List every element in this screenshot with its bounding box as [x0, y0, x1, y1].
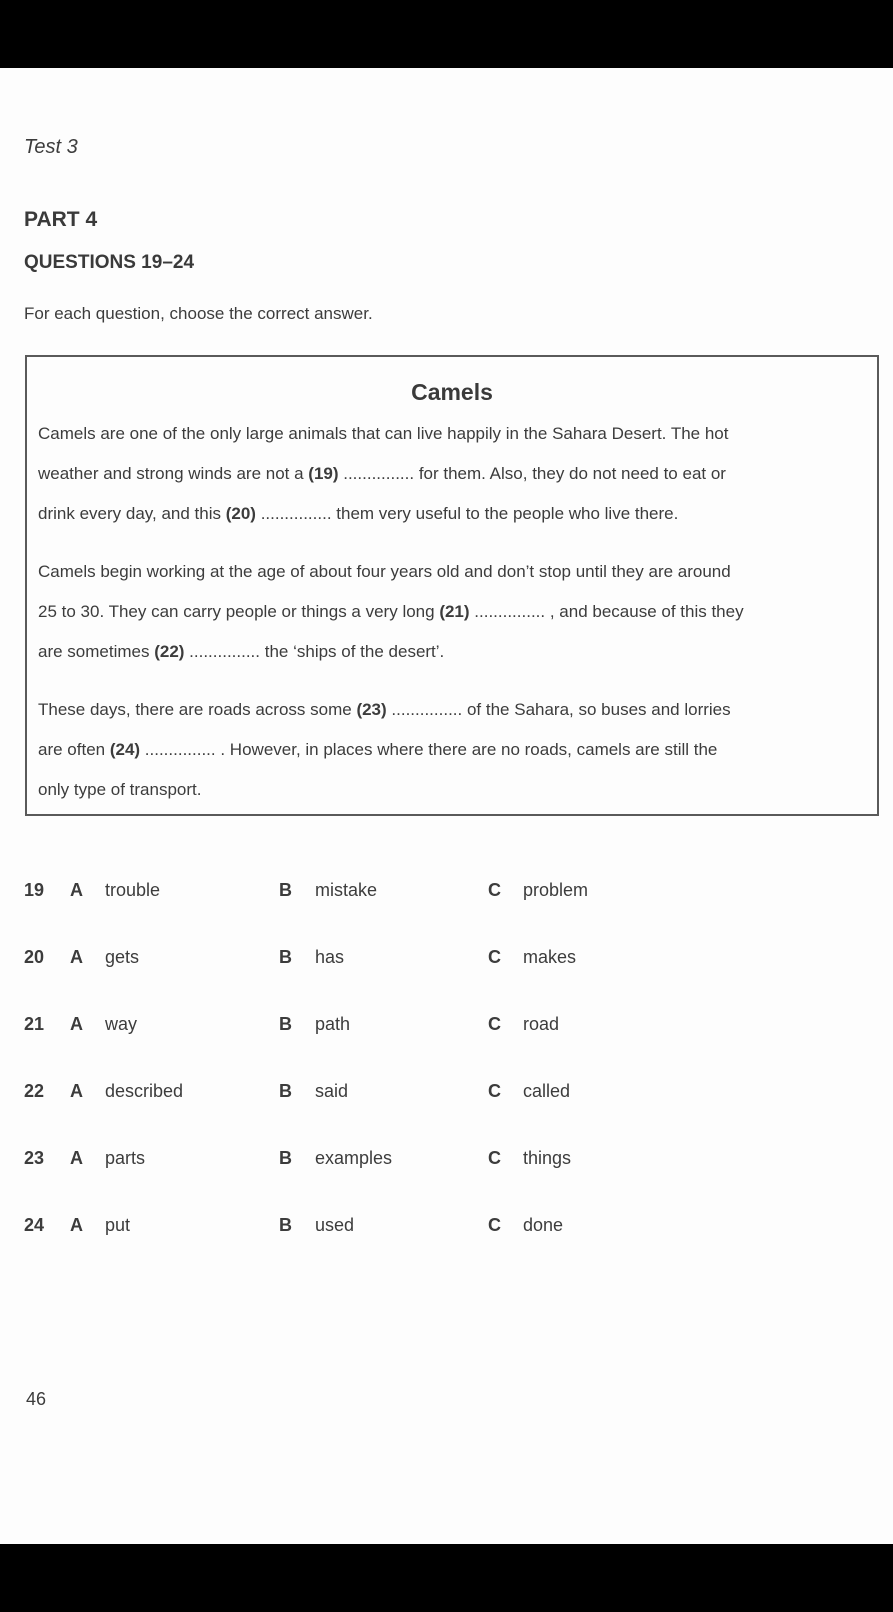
- gap-23-number: (23): [356, 700, 387, 719]
- option-b-letter: B: [279, 1148, 292, 1168]
- option-a-letter: A: [70, 1148, 83, 1168]
- passage-text: are often: [38, 740, 110, 759]
- part-title: PART 4: [24, 208, 98, 231]
- passage-text: . However, in places where there are no roads, camels are still the: [215, 740, 718, 759]
- option-b-letter: B: [279, 880, 292, 900]
- option-b-letter: B: [279, 1014, 292, 1034]
- question-21-options: [24, 1014, 864, 1044]
- option-c-answer: makes: [523, 947, 577, 967]
- option-a-letter: A: [70, 1215, 83, 1235]
- option-a-letter: A: [70, 880, 83, 900]
- option-b-answer: mistake: [315, 880, 378, 900]
- option-b-letter: B: [279, 947, 292, 967]
- option-c-answer: problem: [523, 880, 589, 900]
- option-c-answer: done: [523, 1215, 564, 1235]
- gap-23-blank: ...............: [386, 700, 463, 719]
- gap-19-number: (19): [308, 464, 339, 483]
- option-c-answer: road: [523, 1014, 560, 1034]
- gap-20-number: (20): [225, 504, 256, 523]
- passage-line: [38, 632, 858, 672]
- passage-text: are sometimes: [38, 642, 155, 661]
- question-22-options: [24, 1081, 864, 1111]
- passage-paragraph-2: [38, 552, 858, 672]
- question-number: 20: [24, 947, 45, 967]
- option-b-answer: examples: [315, 1148, 393, 1168]
- question-24-options: [24, 1215, 864, 1245]
- passage-paragraph-3: [38, 690, 858, 810]
- option-a-answer: gets: [105, 947, 140, 967]
- option-a-answer: put: [105, 1215, 131, 1235]
- option-b-answer: said: [315, 1081, 349, 1101]
- option-c-letter: C: [488, 1014, 501, 1034]
- passage-text: the ‘ships of the desert’.: [260, 642, 445, 661]
- option-b-answer: has: [315, 947, 345, 967]
- option-c-answer: called: [523, 1081, 571, 1101]
- gap-21-number: (21): [439, 602, 470, 621]
- option-a-answer: described: [105, 1081, 184, 1101]
- question-20-options: [24, 947, 864, 977]
- option-b-answer: used: [315, 1215, 355, 1235]
- option-b-letter: B: [279, 1081, 292, 1101]
- passage-line: [38, 414, 858, 454]
- passage-text: for them. Also, they do not need to eat or: [414, 464, 726, 483]
- gap-21-blank: ...............: [469, 602, 546, 621]
- passage-text: Camels begin working at the age of about four years old and don’t stop until they are around: [38, 562, 731, 581]
- option-a-letter: A: [70, 947, 83, 967]
- question-number: 19: [24, 880, 45, 900]
- passage-line: [38, 690, 858, 730]
- option-c-letter: C: [488, 1081, 501, 1101]
- gap-24-number: (24): [109, 740, 141, 759]
- option-c-letter: C: [488, 880, 501, 900]
- option-b-answer: path: [315, 1014, 351, 1034]
- option-a-answer: trouble: [105, 880, 161, 900]
- passage-paragraph-1: [38, 414, 858, 534]
- passage-title: Camels: [411, 379, 493, 405]
- passage-text: These days, there are roads across some: [38, 700, 357, 719]
- option-a-letter: A: [70, 1014, 83, 1034]
- gap-22-number: (22): [154, 642, 185, 661]
- passage-line: [38, 494, 858, 534]
- question-number: 24: [24, 1215, 45, 1235]
- question-23-options: [24, 1148, 864, 1178]
- question-number: 23: [24, 1148, 45, 1168]
- exam-page: [0, 68, 893, 1544]
- instruction-text: For each question, choose the correct answer.: [24, 304, 373, 323]
- option-c-letter: C: [488, 947, 501, 967]
- passage-text: only type of transport.: [38, 780, 202, 799]
- passage-text: , and because of this they: [545, 602, 744, 621]
- passage-text: them very useful to the people who live there.: [331, 504, 679, 523]
- gap-20-blank: ...............: [255, 504, 332, 523]
- question-number: 21: [24, 1014, 45, 1034]
- passage-text: weather and strong winds are not a: [38, 464, 309, 483]
- option-b-letter: B: [279, 1215, 292, 1235]
- passage-line: [38, 552, 858, 592]
- passage-text: Camels are one of the only large animals that can live happily in the Sahara Desert. The hot: [38, 424, 729, 443]
- passage-line: [38, 454, 858, 494]
- passage-text: of the Sahara, so buses and lorries: [462, 700, 731, 719]
- question-19-options: [24, 880, 864, 910]
- option-a-letter: A: [70, 1081, 83, 1101]
- passage-line: [38, 730, 858, 770]
- option-c-letter: C: [488, 1215, 501, 1235]
- passage-text: drink every day, and this: [38, 504, 226, 523]
- option-a-answer: parts: [105, 1148, 146, 1168]
- test-label: Test 3: [24, 136, 78, 158]
- option-c-answer: things: [523, 1148, 572, 1168]
- passage-text: 25 to 30. They can carry people or things a very long: [38, 602, 440, 621]
- option-c-letter: C: [488, 1148, 501, 1168]
- reading-passage-box: [25, 355, 879, 816]
- passage-line: [38, 592, 858, 632]
- gap-24-blank: ...............: [140, 740, 216, 759]
- page-number: 46: [26, 1389, 47, 1409]
- question-number: 22: [24, 1081, 45, 1101]
- questions-range: QUESTIONS 19–24: [24, 252, 195, 273]
- gap-22-blank: ...............: [184, 642, 261, 661]
- gap-19-blank: ...............: [338, 464, 415, 483]
- passage-line: [38, 770, 858, 810]
- option-a-answer: way: [105, 1014, 138, 1034]
